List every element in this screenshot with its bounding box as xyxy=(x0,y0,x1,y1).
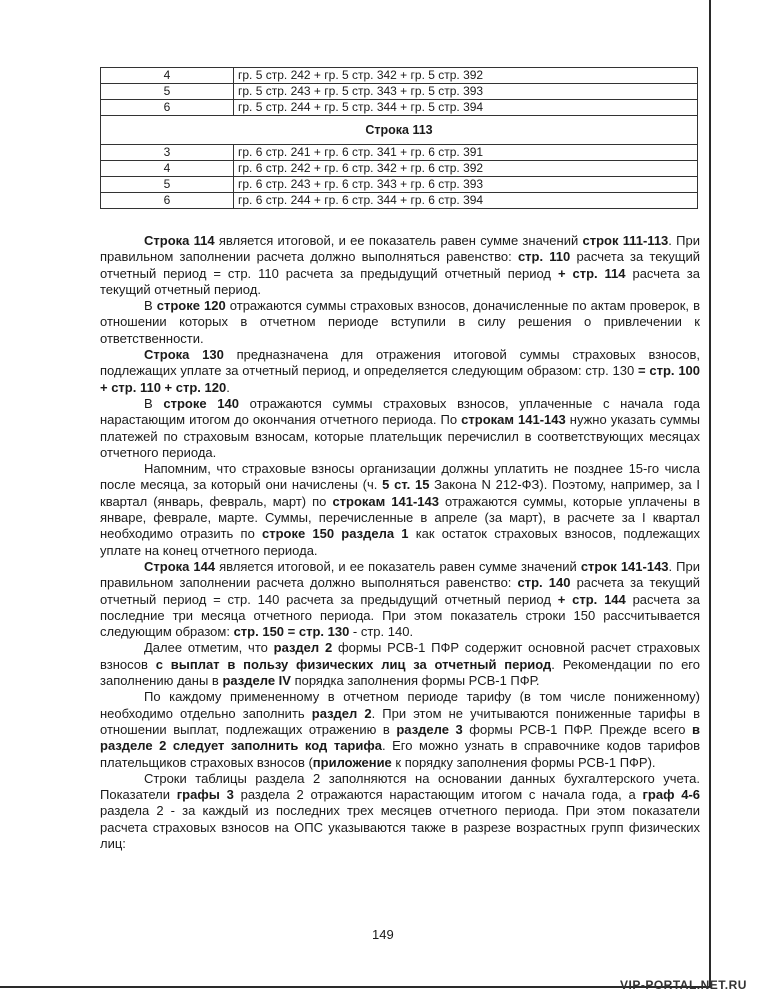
formula-table xyxy=(100,67,698,209)
paragraph-table-rows: Строки таблицы раздела 2 заполняются на основании данных бухгалтерского учета. Показатели графы 3 раздела 2 отражаются нарастающим итогом с начала года, а граф 4-6 раздела 2 - за каждый из последних трех месяцев отчетного периода. При этом показатели расчета страховых взносов на ОПС указываются также в разрезе возрастных групп физических лиц: xyxy=(100,770,700,851)
paragraph-reminder: Напомним, что страховые взносы организации должны уплатить не позднее 15-го числа после месяца, за который они начислены (ч. 5 ст. 15 Закона N 212-ФЗ). Поэтому, например, за I квартал (январь, февраль, март) по строкам 141-143 отражаются суммы, которые уплачены в январе, феврале, марте. Суммы, перечисленные в апреле (за март), в расчете за I квартал необходимо отразить по строке 150 раздела 1 как остаток страховых взносов, подлежащих уплате на конец отчетного периода. xyxy=(100,461,700,558)
row-formula: гр. 5 стр. 244 + гр. 5 стр. 344 + гр. 5 стр. 394 xyxy=(234,100,698,116)
row-number: 5 xyxy=(101,84,234,100)
table-row xyxy=(101,84,698,100)
row-formula: гр. 5 стр. 243 + гр. 5 стр. 343 + гр. 5 стр. 393 xyxy=(234,84,698,100)
watermark: VIP-PORTAL.NET.RU xyxy=(620,978,747,992)
table-section-row xyxy=(101,116,698,145)
page-number: 149 xyxy=(372,927,394,942)
row-formula: гр. 6 стр. 241 + гр. 6 стр. 341 + гр. 6 стр. 391 xyxy=(234,145,698,161)
row-formula: гр. 6 стр. 244 + гр. 6 стр. 344 + гр. 6 стр. 394 xyxy=(234,193,698,209)
row-formula: гр. 5 стр. 242 + гр. 5 стр. 342 + гр. 5 стр. 392 xyxy=(234,68,698,84)
paragraph-line-114: Строка 114 является итоговой, и ее показатель равен сумме значений строк 111-113. При правильном заполнении расчета должно выполняться равенство: стр. 110 расчета за текущий отчетный период = стр. 110 расчета за предыдущий отчетный период + стр. 114 расчета за текущий отчетный период. xyxy=(100,233,701,297)
table-row xyxy=(101,68,698,84)
table-row xyxy=(101,161,698,177)
row-number: 6 xyxy=(101,100,234,116)
row-formula: гр. 6 стр. 242 + гр. 6 стр. 342 + гр. 6 стр. 392 xyxy=(234,161,698,177)
row-number: 6 xyxy=(101,193,234,209)
paragraph-section-2: Далее отметим, что раздел 2 формы РСВ-1 ПФР содержит основной расчет страховых взносов с выплат в пользу физических лиц за отчетный период. Рекомендации по его заполнению даны в разделе IV порядка заполнения формы РСВ-1 ПФР. xyxy=(100,640,700,689)
paragraph-line-140: В строке 140 отражаются суммы страховых взносов, уплаченные с начала года нарастающим итогом до окончания отчетного периода. По строкам 141-143 нужно указать суммы платежей по страховым взносам, которые плательщик перечислил в соответствующих месяцах отчетного периода. xyxy=(100,395,701,460)
row-number: 4 xyxy=(101,161,234,177)
table-row xyxy=(101,100,698,116)
row-number: 3 xyxy=(101,145,234,161)
paragraph-line-130: Строка 130 предназначена для отражения итоговой суммы страховых взносов, подлежащих уплате за отчетный период, и определяется следующим образом: стр. 130 = стр. 100 + стр. 110 + стр. 120. xyxy=(100,347,701,395)
row-number: 4 xyxy=(101,68,234,84)
table-row xyxy=(101,193,698,209)
paragraph-line-144: Строка 144 является итоговой, и ее показатель равен сумме значений строк 141-143. При правильном заполнении расчета должно выполняться равенство: стр. 140 расчета за текущий отчетный период = стр. 140 расчета за предыдущий отчетный период + стр. 144 расчета за последние три месяца отчетного периода. При этом показатель строки 150 рассчитывается следующим образом: стр. 150 = стр. 130 - стр. 140. xyxy=(100,558,700,640)
table-row xyxy=(101,145,698,161)
table-row xyxy=(101,177,698,193)
paragraph-tariff: По каждому примененному в отчетном периоде тарифу (в том числе пониженному) необходимо отдельно заполнить раздел 2. При этом не учитываются пониженные тарифы в отношении выплат, подлежащих отражению в разделе 3 формы РСВ-1 ПФР. Прежде всего в разделе 2 следует заполнить код тарифа. Его можно узнать в справочнике кодов тарифов плательщиков страховых взносов (приложение к порядку заполнения формы РСВ-1 ПФР). xyxy=(100,689,700,770)
paragraph-line-120: В строке 120 отражаются суммы страховых взносов, доначисленные по актам проверок, в отношении которых в отчетном периоде вступили в силу решения о привлечении к ответственности. xyxy=(100,298,700,346)
document-body xyxy=(100,233,700,852)
section-header: Строка 113 xyxy=(101,116,698,145)
row-formula: гр. 6 стр. 243 + гр. 6 стр. 343 + гр. 6 стр. 393 xyxy=(234,177,698,193)
row-number: 5 xyxy=(101,177,234,193)
